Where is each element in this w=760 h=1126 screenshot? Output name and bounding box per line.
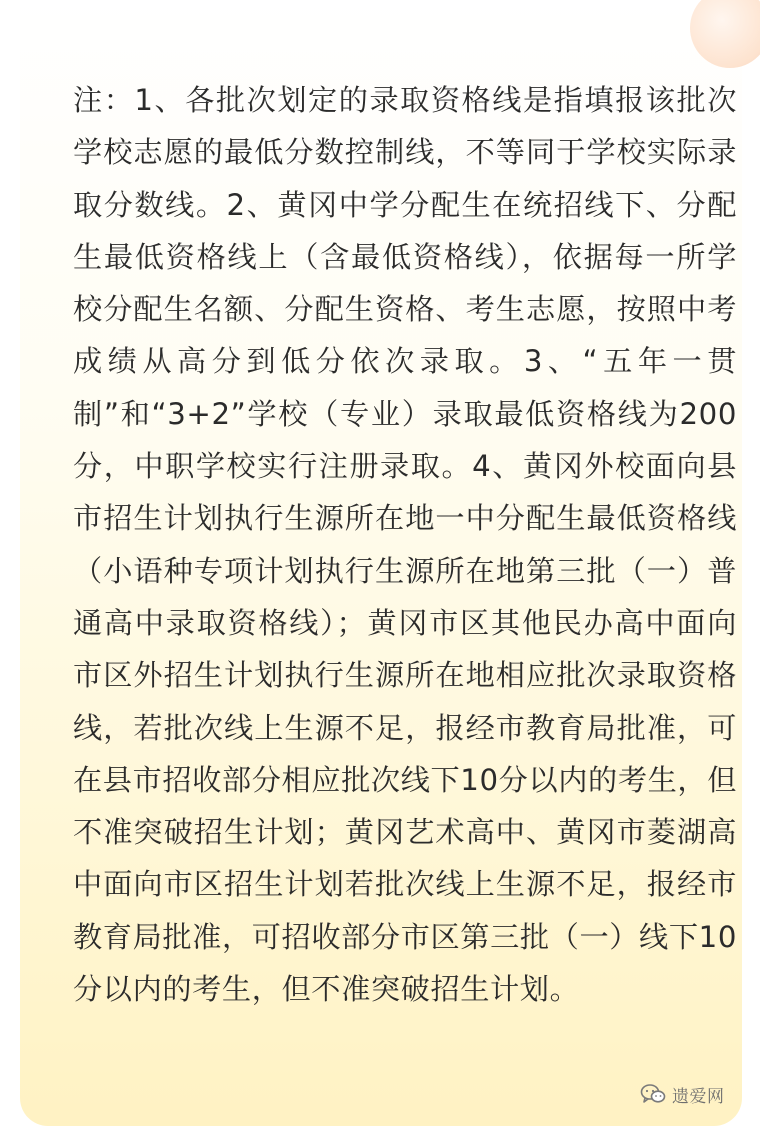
watermark [640,1080,725,1108]
wechat-icon [640,1083,666,1105]
note-paragraph: 注：1、各批次划定的录取资格线是指填报该批次学校志愿的最低分数控制线，不等同于学校实际录取分数线。2、黄冈中学分配生在统招线下、分配生最低资格线上（含最低资格线），依据每一所学校分配生名额、分配生资格、考生志愿，按照中考成绩从高分到低分依次录取。3、“五年一贯制”和“3+2”学校（专业）录取最低资格线为200分，中职学校实行注册录取。4、黄冈外校面向县市招生计划执行生源所在地一中分配生最低资格线（小语种专项计划执行生源所在地第三批（一）普通高中录取资格线）；黄冈市区其他民办高中面向市区外招生计划执行生源所在地相应批次录取资格线，若批次线上生源不足，报经市教育局批准，可在县市招收部分相应批次线下10分以内的考生，但不准突破招生计划；黄冈艺术高中、黄冈市菱湖高中面向市区招生计划若批次线上生源不足，报经市教育局批准，可招收部分市区第三批（一）线下10分以内的考生，但不准突破招生计划。 [73,83,737,1007]
watermark-label: 遗爱网 [672,1086,725,1107]
note-card [20,0,742,1126]
